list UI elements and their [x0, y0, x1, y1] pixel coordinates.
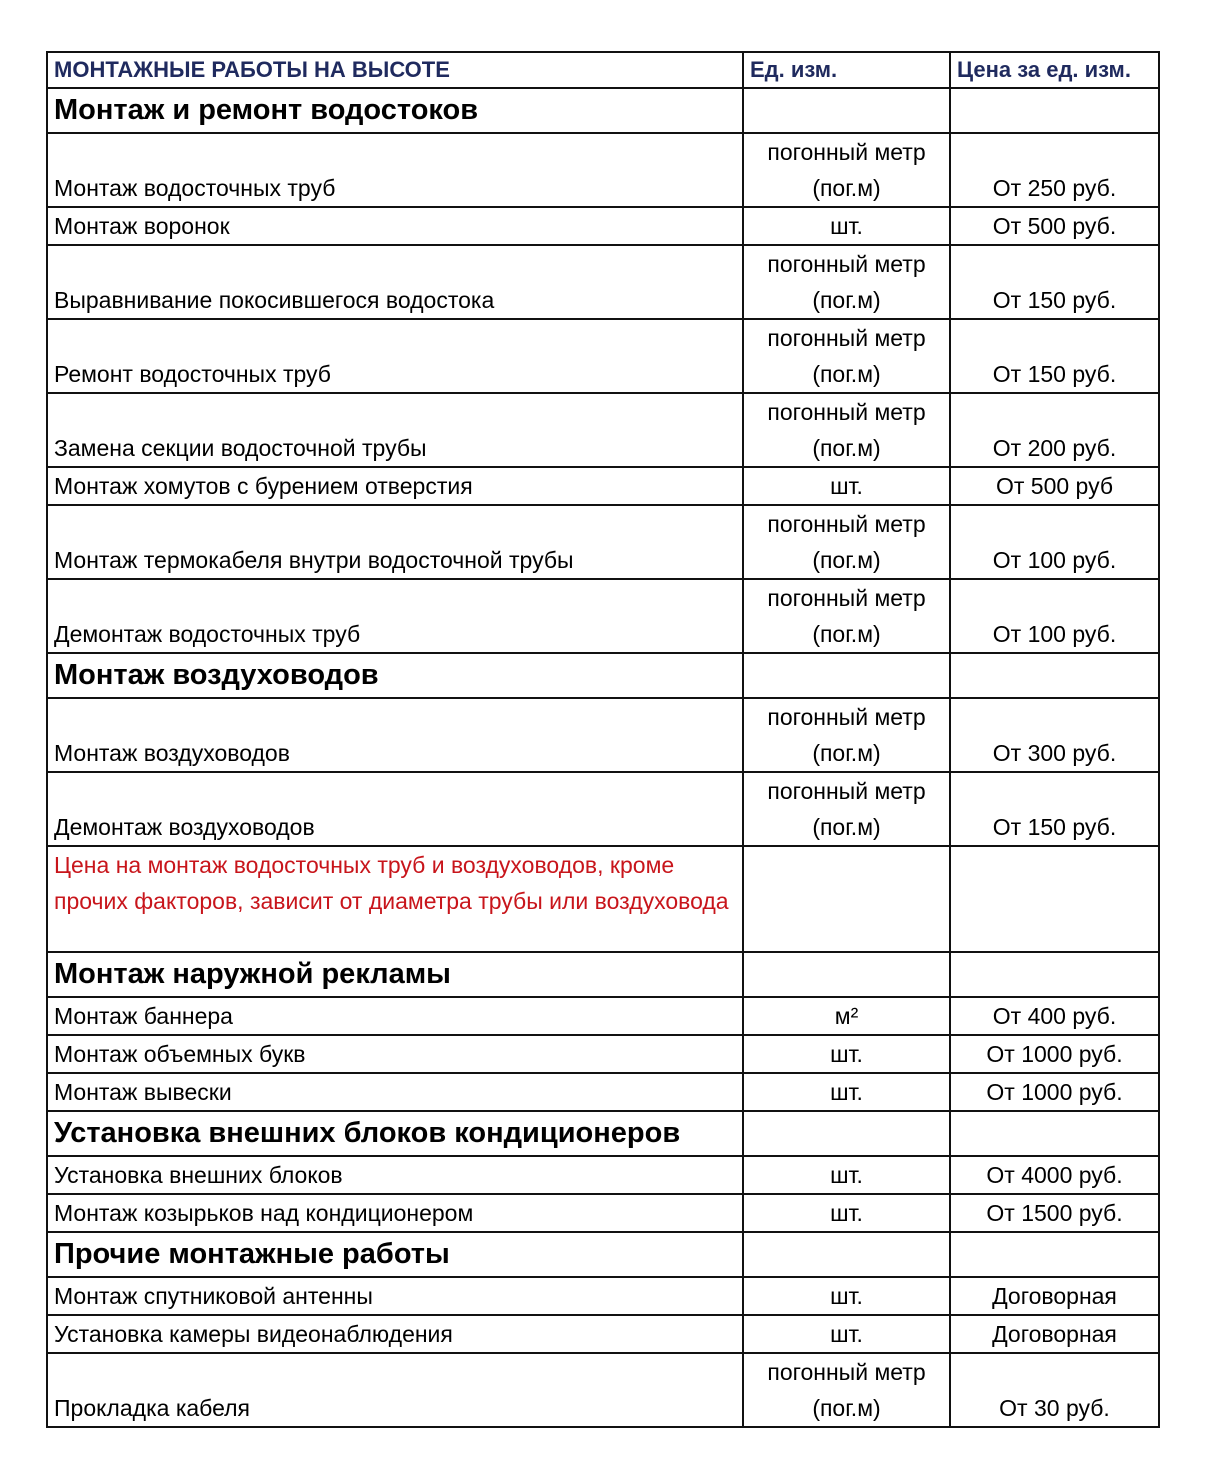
price-list-body [47, 52, 1159, 1427]
table-row [47, 1156, 1159, 1194]
empty-cell [950, 88, 1159, 133]
section-title: Монтаж наружной рекламы [47, 952, 743, 997]
empty-cell [950, 952, 1159, 997]
price-cell: От 100 руб. [950, 505, 1159, 579]
price-cell: От 400 руб. [950, 997, 1159, 1035]
unit-text: (пог.м) [812, 547, 881, 573]
unit-cell [743, 997, 950, 1035]
price-cell: От 4000 руб. [950, 1156, 1159, 1194]
unit-cell [743, 245, 950, 319]
section-row [47, 952, 1159, 997]
unit-cell [743, 393, 950, 467]
unit-text: погонный метр [767, 399, 926, 425]
section-row [47, 1111, 1159, 1156]
unit-cell [743, 1315, 950, 1353]
unit-cell [743, 698, 950, 772]
note-row [47, 846, 1159, 952]
service-name: Установка внешних блоков [47, 1156, 743, 1194]
section-title: Прочие монтажные работы [47, 1232, 743, 1277]
service-name: Монтаж козырьков над кондиционером [47, 1194, 743, 1232]
table-row [47, 579, 1159, 653]
price-cell: От 150 руб. [950, 319, 1159, 393]
section-title: Установка внешних блоков кондиционеров [47, 1111, 743, 1156]
service-name: Демонтаж воздуховодов [47, 772, 743, 846]
table-row [47, 1035, 1159, 1073]
unit-text: погонный метр [767, 139, 926, 165]
table-row [47, 319, 1159, 393]
empty-cell [743, 653, 950, 698]
section-row [47, 1232, 1159, 1277]
unit-cell [743, 772, 950, 846]
unit-text: шт. [830, 1321, 863, 1347]
unit-cell [743, 1194, 950, 1232]
unit-cell [743, 319, 950, 393]
empty-cell [743, 1111, 950, 1156]
unit-text: м² [834, 1003, 859, 1029]
service-name: Установка камеры видеонаблюдения [47, 1315, 743, 1353]
empty-cell [950, 1111, 1159, 1156]
table-row [47, 133, 1159, 207]
empty-cell [743, 952, 950, 997]
service-name: Прокладка кабеля [47, 1353, 743, 1427]
service-name: Монтаж хомутов с бурением отверстия [47, 467, 743, 505]
unit-text: (пог.м) [812, 175, 881, 201]
price-cell: От 1500 руб. [950, 1194, 1159, 1232]
price-list-table [46, 51, 1160, 1428]
unit-text: шт. [830, 213, 863, 239]
unit-text: (пог.м) [812, 287, 881, 313]
service-name: Монтаж баннера [47, 997, 743, 1035]
table-row [47, 698, 1159, 772]
table-row [47, 1073, 1159, 1111]
price-cell: От 150 руб. [950, 772, 1159, 846]
unit-text: погонный метр [767, 585, 926, 611]
price-column-header: Цена за ед. изм. [950, 52, 1159, 88]
table-row [47, 772, 1159, 846]
section-row [47, 88, 1159, 133]
unit-text: (пог.м) [812, 621, 881, 647]
table-row [47, 1194, 1159, 1232]
unit-text: шт. [830, 1162, 863, 1188]
unit-cell [743, 1073, 950, 1111]
empty-cell [743, 1232, 950, 1277]
unit-text: (пог.м) [812, 435, 881, 461]
unit-cell [743, 1035, 950, 1073]
service-name: Замена секции водосточной трубы [47, 393, 743, 467]
unit-text: шт. [830, 1041, 863, 1067]
unit-cell [743, 207, 950, 245]
unit-text: погонный метр [767, 778, 926, 804]
unit-cell [743, 133, 950, 207]
unit-text: погонный метр [767, 511, 926, 537]
price-cell: Договорная [950, 1315, 1159, 1353]
table-row [47, 393, 1159, 467]
service-name: Монтаж воронок [47, 207, 743, 245]
service-name: Ремонт водосточных труб [47, 319, 743, 393]
service-name: Монтаж водосточных труб [47, 133, 743, 207]
service-name: Монтаж воздуховодов [47, 698, 743, 772]
table-row [47, 1315, 1159, 1353]
price-cell: От 200 руб. [950, 393, 1159, 467]
table-header-row [47, 52, 1159, 88]
section-title: Монтаж и ремонт водостоков [47, 88, 743, 133]
table-row [47, 207, 1159, 245]
unit-column-header: Ед. изм. [743, 52, 950, 88]
unit-text: (пог.м) [812, 1395, 881, 1421]
price-cell: От 500 руб. [950, 207, 1159, 245]
unit-text: погонный метр [767, 325, 926, 351]
service-name: Монтаж объемных букв [47, 1035, 743, 1073]
unit-cell [743, 1277, 950, 1315]
unit-text: (пог.м) [812, 814, 881, 840]
price-cell: Договорная [950, 1277, 1159, 1315]
unit-text: погонный метр [767, 1359, 926, 1385]
price-cell: От 150 руб. [950, 245, 1159, 319]
section-title: Монтаж воздуховодов [47, 653, 743, 698]
price-cell: От 250 руб. [950, 133, 1159, 207]
empty-cell [743, 846, 950, 952]
service-name: Выравнивание покосившегося водостока [47, 245, 743, 319]
price-cell: От 1000 руб. [950, 1073, 1159, 1111]
empty-cell [743, 88, 950, 133]
unit-text: шт. [830, 1283, 863, 1309]
section-row [47, 653, 1159, 698]
price-cell: От 1000 руб. [950, 1035, 1159, 1073]
unit-text: шт. [830, 1079, 863, 1105]
empty-cell [950, 1232, 1159, 1277]
table-row [47, 997, 1159, 1035]
unit-text: шт. [830, 473, 863, 499]
empty-cell [950, 846, 1159, 952]
service-name: Демонтаж водосточных труб [47, 579, 743, 653]
unit-cell [743, 1353, 950, 1427]
service-name: Монтаж термокабеля внутри водосточной трубы [47, 505, 743, 579]
service-name: Монтаж вывески [47, 1073, 743, 1111]
unit-text: (пог.м) [812, 361, 881, 387]
price-cell: От 100 руб. [950, 579, 1159, 653]
price-cell: От 30 руб. [950, 1353, 1159, 1427]
table-title: МОНТАЖНЫЕ РАБОТЫ НА ВЫСОТЕ [47, 52, 743, 88]
unit-cell [743, 467, 950, 505]
unit-cell [743, 505, 950, 579]
table-row [47, 505, 1159, 579]
price-note: Цена на монтаж водосточных труб и воздуховодов, кроме прочих факторов, зависит от диаметра трубы или воздуховода [47, 846, 743, 952]
table-row [47, 1277, 1159, 1315]
empty-cell [950, 653, 1159, 698]
unit-text: шт. [830, 1200, 863, 1226]
table-row [47, 245, 1159, 319]
service-name: Монтаж спутниковой антенны [47, 1277, 743, 1315]
price-cell: От 300 руб. [950, 698, 1159, 772]
unit-cell [743, 579, 950, 653]
unit-cell [743, 1156, 950, 1194]
unit-text: погонный метр [767, 251, 926, 277]
price-cell: От 500 руб [950, 467, 1159, 505]
unit-text: погонный метр [767, 704, 926, 730]
table-row [47, 467, 1159, 505]
unit-text: (пог.м) [812, 740, 881, 766]
table-row [47, 1353, 1159, 1427]
